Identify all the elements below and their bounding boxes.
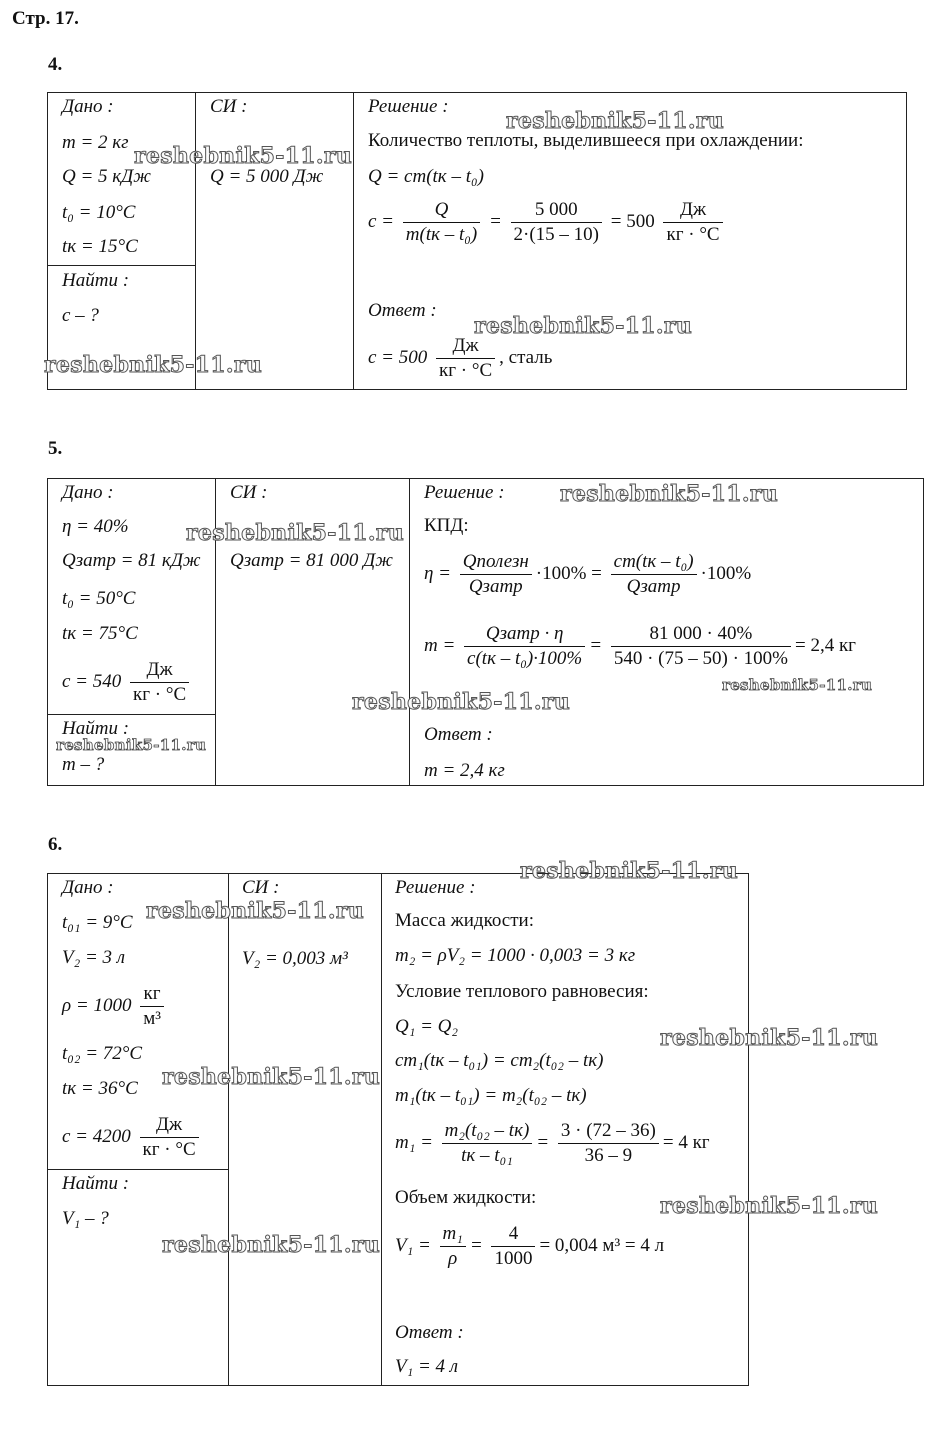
watermark: reshebnik5-11.ru [660,1025,879,1051]
watermark: reshebnik5-11.ru [560,481,779,507]
page-title: Стр. 17. [12,8,79,29]
p4-si-label: СИ : [210,96,248,117]
p6-given-rho: ρ = 1000 $\frac{кг}{\text{м³}}$ [62,982,168,1031]
p5-given-t0: t₀ = 50°C [62,588,136,609]
watermark: reshebnik5-11.ru [186,520,405,546]
watermark: reshebnik5-11.ru [134,143,353,169]
watermark: reshebnik5-11.ru [44,352,263,378]
p5-given-tk: tк = 75°C [62,623,138,644]
p5-given-qzatr: Qзатр = 81 кДж [62,550,201,571]
watermark: reshebnik5-11.ru [352,689,571,715]
p6-otvet-label: Ответ : [395,1322,464,1343]
p5-given-c: c = 540 $\frac{Дж}{кг \cdot ^\circ C}$ [62,658,193,707]
p4-given-t0: t₀ = 10°C [62,202,136,223]
p4-intro: Количество теплоты, выделившееся при охлаждении: [368,130,804,151]
watermark: reshebnik5-11.ru [146,898,365,924]
p4-naiti-label: Найти : [62,270,130,291]
p4-si-value: Q = 5 000 Дж [210,166,324,187]
watermark: reshebnik5-11.ru [162,1064,381,1090]
p5-naiti-label: Найти : [62,718,130,739]
p5-answer: m = 2,4 кг [424,760,505,781]
p5-si-value: Qзатр = 81 000 Дж [230,550,393,571]
p4-dano-label: Дано : [62,96,114,117]
p6-dano-label: Дано : [62,877,114,898]
problem-5-number: 5. [48,438,63,459]
p6-given-t01: t₀₁ = 9°C [62,912,133,933]
p4-given-tk: tк = 15°C [62,236,138,257]
p6-given-c: c = 4200 $\frac{Дж}{кг \cdot ^\circ C}$ [62,1113,203,1162]
p4-formula-2: c = $\frac{Q}{\text{m(tк – t₀)}}$ = $\frac{5 000}{2\cdot(15 - 10)}$ = 500 $\frac{Дж}{кг \cdot ^\circ C}$ [368,198,727,247]
p6-line-4: m₁(tк – t₀₁) = m₂(t₀₂ – tк) [395,1085,587,1106]
p6-line-5: m₁ = $\frac{\text{m₂(t₀₂ – tк)}}{\text{tк – t₀₁}}$ = $\frac{3 \cdot (72 - 36)}{36 - 9}$ = 4 кг [395,1120,710,1166]
p4-formula-1: Q = cm(tк – t₀) [368,166,484,187]
p6-si-label: СИ : [242,877,280,898]
problem-4-number: 4. [48,54,63,75]
p6-line-1: m₂ = ρV₂ = 1000 · 0,003 = 3 кг [395,945,636,966]
watermark: reshebnik5-11.ru [474,313,693,339]
p5-otvet-label: Ответ : [424,724,493,745]
p4-otvet-label: Ответ : [368,300,437,321]
p6-given-v2: V₂ = 3 л [62,947,126,968]
p6-answer: V₁ = 4 л [395,1356,459,1377]
p6-line-6: V₁ = $\frac{\text{m₁}}{\rho}$ = $\frac{4}{1000}$ = 0,004 м³ = 4 л [395,1223,665,1269]
problem-6-number: 6. [48,834,63,855]
watermark: reshebnik5-11.ru [506,108,725,134]
p5-reshenie-label: Решение : [424,482,505,503]
p6-si-value: V₂ = 0,003 м³ [242,948,348,969]
p6-given-t02: t₀₂ = 72°C [62,1043,143,1064]
p5-dano-label: Дано : [62,482,114,503]
p6-vol-title: Объем жидкости: [395,1187,537,1208]
p4-given-heat: Q = 5 кДж [62,166,151,187]
p4-given-mass: m = 2 кг [62,132,129,153]
p6-mass-title: Масса жидкости: [395,910,534,931]
p6-reshenie-label: Решение : [395,877,476,898]
p6-find: V₁ – ? [62,1208,109,1229]
p5-si-label: СИ : [230,482,268,503]
watermark: reshebnik5-11.ru [520,858,739,884]
p5-formula-1: η = $\frac{\text{Qполезн}}{\text{Qзатр}}$ ·100% = $\frac{\text{cm(tк – t₀)}}{\text{Qзатр}}$ ·100% [424,551,752,597]
p6-line-3: cm₁(tк – t₀₁) = cm₂(t₀₂ – tк) [395,1050,604,1071]
p5-given-eta: η = 40% [62,516,129,537]
watermark: reshebnik5-11.ru [660,1193,879,1219]
p5-kpd: КПД: [424,515,469,536]
watermark: reshebnik5-11.ru [56,736,207,754]
p5-find: m – ? [62,754,105,775]
watermark: reshebnik5-11.ru [722,676,873,694]
p4-reshenie-label: Решение : [368,96,449,117]
watermark: reshebnik5-11.ru [162,1232,381,1258]
p6-naiti-label: Найти : [62,1173,130,1194]
p6-given-tk: tк = 36°C [62,1078,138,1099]
p5-formula-2: m = $\frac{\text{Qзатр · η}}{\text{c(tк – t₀)·100\%}}$ = $\frac{81 000 \cdot 40\%}{540 \cdot (75 - 50) \cdot 100\%}$ = 2,4 кг [424,623,856,669]
p6-line-2: Q₁ = Q₂ [395,1016,458,1037]
p4-find: c – ? [62,305,99,326]
p6-eq-title: Условие теплового равновесия: [395,981,649,1002]
p4-answer: c = 500 $\frac{Дж}{кг \cdot ^\circ C}$ , сталь [368,335,553,381]
